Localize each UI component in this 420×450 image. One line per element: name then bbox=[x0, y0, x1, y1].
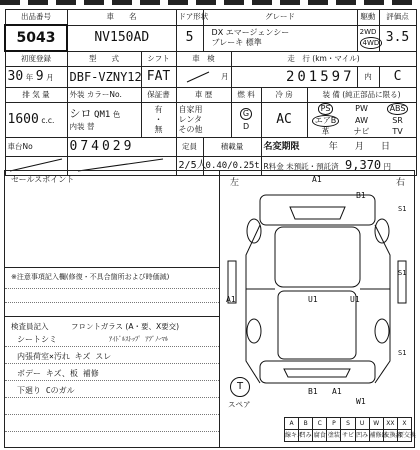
change-label: 替 bbox=[87, 121, 95, 131]
history-label: 車 歴 bbox=[176, 88, 231, 103]
grade-line-1: DX エマージェンシー bbox=[211, 28, 290, 37]
mark-roof-right: U1 bbox=[350, 295, 360, 304]
legend-meaning-x: 要交換 bbox=[397, 430, 411, 442]
equip-abs: ABS bbox=[387, 103, 409, 115]
spare-label: スペア bbox=[228, 400, 251, 409]
remark-1b: ｱｲﾄﾞﾙｽﾄｯﾌﾟ ｱﾌﾞﾉｰﾏﾙ bbox=[109, 335, 169, 343]
lot-number: 5043 bbox=[5, 25, 67, 51]
remarks-pane bbox=[5, 171, 220, 447]
inspection-value bbox=[176, 67, 231, 88]
displacement-label: 排 気 量 bbox=[5, 88, 67, 103]
mark-front-right: B1 bbox=[356, 191, 366, 200]
equip-grid bbox=[307, 103, 416, 138]
history-other: その他 bbox=[178, 125, 203, 134]
lot-label: 出品番号 bbox=[5, 10, 67, 26]
history-private: 自家用 bbox=[178, 105, 203, 114]
fuel-diesel: D bbox=[242, 122, 250, 131]
legend-code-xx: XX bbox=[383, 418, 397, 430]
inspector-title: 検査員記入 bbox=[11, 322, 49, 331]
fuel-value bbox=[231, 103, 261, 138]
legend-meaning-p: 塗装 bbox=[327, 430, 341, 442]
mark-right-rear: S1 bbox=[398, 349, 407, 357]
model-code: DBF-VZNY12 bbox=[67, 67, 141, 88]
spare-tire-icon: T bbox=[230, 377, 250, 397]
equip-label: 装 備 (純正部品に限る) bbox=[307, 88, 416, 103]
name-change-cell bbox=[261, 138, 416, 157]
grade-label: グレード bbox=[203, 10, 357, 26]
legend-code-p: P bbox=[327, 418, 341, 430]
ac-value: AC bbox=[261, 103, 307, 138]
equip-leather: 革 bbox=[321, 127, 330, 136]
insp-line-1 bbox=[5, 346, 219, 347]
drive-value bbox=[357, 25, 379, 51]
yen-label: 円 bbox=[383, 162, 392, 171]
color-no: QM1 bbox=[94, 109, 111, 120]
recycle-deposit: 未預託・預託済 bbox=[286, 162, 339, 171]
first-reg-label: 初度登録 bbox=[5, 51, 67, 67]
car-diagram bbox=[220, 171, 414, 411]
mark-roof: U1 bbox=[308, 295, 318, 304]
legend-meaning-xx: 交換済 bbox=[383, 430, 397, 442]
grade-line-2: ブレーキ 標準 bbox=[211, 38, 262, 47]
rating-label: 評価点 bbox=[379, 10, 416, 26]
doors-label: ドア形状 bbox=[176, 10, 203, 26]
equip-pw: PW bbox=[355, 104, 368, 113]
capacity-value: 2/5人 bbox=[176, 157, 203, 176]
remark-2: 内張荷室×汚れ キズ スレ bbox=[17, 352, 112, 361]
warranty-yes: 有 bbox=[154, 105, 163, 114]
mark-right-fender: S1 bbox=[398, 205, 407, 213]
legend-code-x: X bbox=[397, 418, 411, 430]
capacity-label: 定員 bbox=[176, 138, 203, 157]
windshield-label: フロントガラス (A・要、X要交) bbox=[71, 322, 180, 331]
nc-day-label: 日 bbox=[381, 142, 391, 152]
fuel-gasoline: G bbox=[240, 108, 252, 120]
name-change-label: 名変期限 bbox=[263, 142, 300, 152]
sales-point-title: セールスポイント bbox=[11, 175, 75, 184]
displacement-number: 1600 bbox=[7, 111, 39, 127]
first-reg-value bbox=[5, 67, 67, 88]
car-name: NV150AD bbox=[67, 25, 176, 51]
insp-line-6 bbox=[5, 431, 219, 432]
reg-month-label: 月 bbox=[46, 72, 54, 82]
equip-aw: AW bbox=[355, 116, 368, 125]
mark-front-bumper: A1 bbox=[312, 175, 322, 184]
warranty-no: 無 bbox=[154, 125, 163, 134]
warranty-dot: ・ bbox=[154, 115, 163, 124]
legend-code-a: A bbox=[285, 418, 299, 430]
legend-meaning-u: 凹み bbox=[355, 430, 369, 442]
remark-1: シートシミ bbox=[17, 335, 57, 344]
insp-line-3 bbox=[5, 380, 219, 381]
car-name-label: 車 名 bbox=[67, 10, 176, 26]
legend-code-w: W bbox=[369, 418, 383, 430]
legend-code-b: B bbox=[299, 418, 313, 430]
reg-year-label: 年 bbox=[25, 72, 34, 82]
load-value: 0.40/0.25t bbox=[203, 157, 261, 176]
load-label: 積載量 bbox=[203, 138, 261, 157]
insp-line-2 bbox=[5, 363, 219, 364]
damage-diagram-pane bbox=[220, 171, 414, 447]
fuel-label: 燃 料 bbox=[231, 88, 261, 103]
insp-line-4 bbox=[5, 397, 219, 398]
mark-rear-glass: W1 bbox=[356, 397, 366, 406]
displacement-value bbox=[5, 103, 67, 138]
mark-right-door: S1 bbox=[398, 269, 407, 277]
legend-meaning-a: 線キズ bbox=[285, 430, 299, 442]
mark-rear-bumper: A1 bbox=[332, 387, 342, 396]
shift-label: シフト bbox=[141, 51, 176, 67]
interior-label: 内 bbox=[357, 67, 379, 88]
warranty-label: 保証書 bbox=[141, 88, 176, 103]
mileage-value: 201597 bbox=[231, 67, 357, 88]
model-label: 型 式 bbox=[67, 51, 141, 67]
drive-label: 駆動 bbox=[357, 10, 379, 26]
notes-title: ※注意事項記入欄(修復・不具合箇所および時価減) bbox=[11, 273, 170, 281]
inspection-month-label: 月 bbox=[221, 72, 229, 81]
color-header bbox=[67, 88, 141, 103]
rating-value: 3.5 bbox=[379, 25, 416, 51]
equip-airbag: エアB bbox=[312, 115, 340, 127]
insp-line-5 bbox=[5, 414, 219, 415]
right-label: 右 bbox=[396, 178, 406, 188]
remark-3: ボデー キズ、板 補修 bbox=[17, 369, 99, 378]
inspection-strike bbox=[185, 70, 211, 84]
mark-left-side: A1 bbox=[226, 295, 236, 304]
legend-meaning-c: 腐食 bbox=[313, 430, 327, 442]
legend-code-u: U bbox=[355, 418, 369, 430]
history-value bbox=[176, 103, 231, 138]
remark-4: 下廻り Cのガル bbox=[17, 386, 75, 395]
legend-meaning-b: 凹み bbox=[299, 430, 313, 442]
legend-meaning-s: サビ bbox=[341, 430, 355, 442]
damage-legend bbox=[284, 417, 416, 442]
drive-4wd: 4WD bbox=[360, 37, 383, 49]
vehicle-info-grid bbox=[4, 9, 415, 172]
grade-value bbox=[203, 25, 357, 51]
legend-code-c: C bbox=[313, 418, 327, 430]
mark-rear-gate: B1 bbox=[308, 387, 318, 396]
divider-2 bbox=[5, 316, 219, 317]
nc-month-label: 月 bbox=[354, 142, 364, 152]
color-name: シロ bbox=[69, 106, 92, 120]
ac-label: 冷 房 bbox=[261, 88, 307, 103]
divider-1 bbox=[5, 267, 219, 268]
color-value bbox=[67, 103, 141, 138]
cc-label: c.c. bbox=[41, 115, 55, 125]
equip-ps: PS bbox=[318, 103, 334, 115]
nc-year-label: 年 bbox=[328, 142, 338, 152]
notes-line-2 bbox=[5, 302, 219, 303]
reg-year: 30 bbox=[7, 68, 24, 84]
frame-label: 車台No bbox=[5, 138, 67, 157]
legend-code-s: S bbox=[341, 418, 355, 430]
recycle-amount: 9,370 bbox=[345, 158, 382, 172]
equip-tv: TV bbox=[392, 127, 403, 136]
history-rental: レンタ bbox=[178, 115, 203, 124]
lower-section bbox=[4, 170, 415, 448]
frame-no: 074029 bbox=[67, 138, 176, 157]
equip-navi: ナビ bbox=[353, 127, 370, 136]
mileage-label: 走 行 (km・マイル) bbox=[231, 51, 416, 67]
color-no-label: カラーNo. bbox=[86, 90, 122, 99]
doors-value: 5 bbox=[176, 25, 203, 51]
recycle-label: R料金 bbox=[263, 162, 284, 171]
top-strip bbox=[0, 0, 420, 5]
inspection-label: 車 検 bbox=[176, 51, 231, 67]
warranty-value bbox=[141, 103, 176, 138]
notes-line-1 bbox=[5, 288, 219, 289]
inner-label: 内装 bbox=[69, 121, 85, 131]
color-label: 色 bbox=[112, 109, 121, 119]
legend-meaning-w: 補修跡 bbox=[369, 430, 383, 442]
shift-value: FAT bbox=[141, 67, 176, 88]
left-label: 左 bbox=[230, 178, 240, 188]
outer-label: 外装 bbox=[69, 90, 85, 99]
reg-month: 9 bbox=[35, 68, 44, 84]
drive-2wd: 2WD bbox=[359, 28, 377, 36]
equip-sr: SR bbox=[392, 116, 403, 125]
interior-grade: C bbox=[379, 67, 416, 88]
